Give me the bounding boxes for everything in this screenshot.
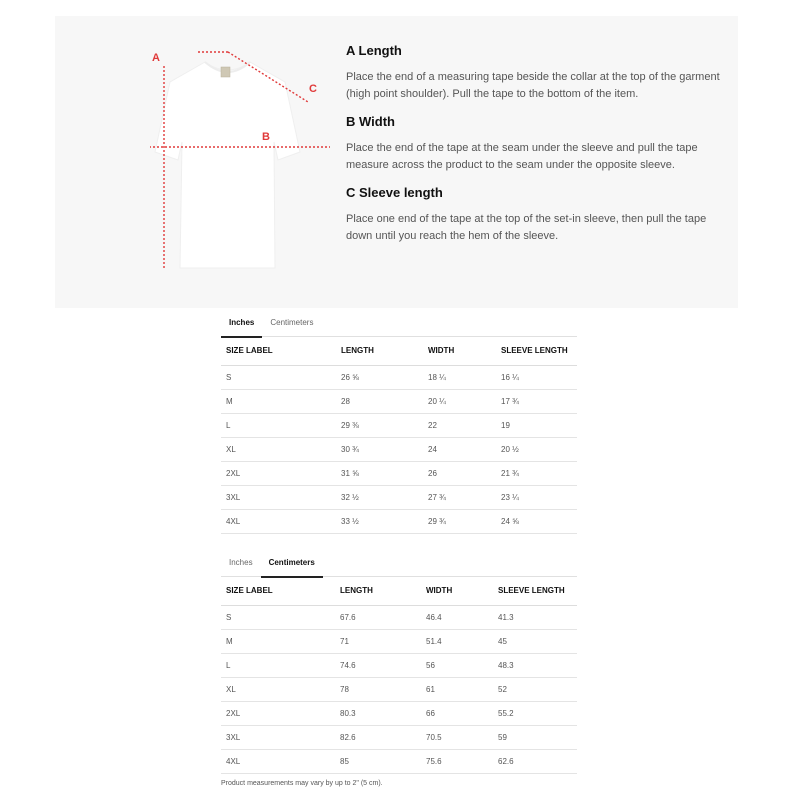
cell-length: 26 ⅝ — [336, 365, 423, 389]
guide-item-width — [346, 113, 721, 174]
cell-sleeve: 19 — [496, 413, 577, 437]
cell-sleeve: 48.3 — [493, 653, 577, 677]
table-row — [221, 749, 577, 773]
cell-sleeve: 20 ½ — [496, 437, 577, 461]
cell-width: 51.4 — [421, 629, 493, 653]
cell-sleeve: 62.6 — [493, 749, 577, 773]
cell-width: 66 — [421, 701, 493, 725]
measurement-guide-panel — [55, 16, 738, 308]
cell-sleeve: 52 — [493, 677, 577, 701]
cell-width: 27 ¾ — [423, 485, 496, 509]
cell-width: 20 ¼ — [423, 389, 496, 413]
table-row — [221, 605, 577, 629]
cell-length: 29 ⅜ — [336, 413, 423, 437]
cell-width: 61 — [421, 677, 493, 701]
table-row — [221, 677, 577, 701]
cell-width: 70.5 — [421, 725, 493, 749]
table-row — [221, 701, 577, 725]
cell-width: 18 ¼ — [423, 365, 496, 389]
cell-size: 4XL — [221, 509, 336, 533]
cell-sleeve: 16 ¼ — [496, 365, 577, 389]
cell-sleeve: 23 ¼ — [496, 485, 577, 509]
table-row — [221, 629, 577, 653]
table-row — [221, 461, 577, 485]
cell-size: XL — [221, 677, 335, 701]
table-row — [221, 653, 577, 677]
cell-size: M — [221, 389, 336, 413]
size-table-centimeters — [221, 551, 577, 774]
unit-tabs — [221, 311, 577, 337]
cell-width: 46.4 — [421, 605, 493, 629]
table-row — [221, 509, 577, 533]
size-chart-table — [221, 337, 577, 534]
cell-size: 3XL — [221, 485, 336, 509]
table-header-row — [221, 577, 577, 605]
cell-length: 74.6 — [335, 653, 421, 677]
header-length: LENGTH — [335, 577, 421, 605]
cell-size: S — [221, 365, 336, 389]
cell-length: 85 — [335, 749, 421, 773]
guide-title-width: B Width — [346, 114, 395, 129]
table-row — [221, 485, 577, 509]
header-width: WIDTH — [423, 337, 496, 365]
guide-title-sleeve: C Sleeve length — [346, 185, 443, 200]
cell-length: 82.6 — [335, 725, 421, 749]
guide-item-length — [346, 42, 721, 103]
cell-size: L — [221, 413, 336, 437]
tab-centimeters[interactable]: Centimeters — [261, 551, 323, 577]
cell-length: 30 ¾ — [336, 437, 423, 461]
cell-width: 26 — [423, 461, 496, 485]
size-chart-table — [221, 577, 577, 774]
table-row — [221, 413, 577, 437]
cell-length: 71 — [335, 629, 421, 653]
unit-tabs — [221, 551, 577, 577]
cell-size: L — [221, 653, 335, 677]
cell-width: 22 — [423, 413, 496, 437]
tab-inches[interactable]: Inches — [229, 558, 253, 567]
cell-size: XL — [221, 437, 336, 461]
cell-sleeve: 21 ¾ — [496, 461, 577, 485]
cell-sleeve: 41.3 — [493, 605, 577, 629]
cell-sleeve: 17 ¾ — [496, 389, 577, 413]
cell-length: 32 ½ — [336, 485, 423, 509]
header-size-label: SIZE LABEL — [221, 577, 335, 605]
guide-text-length: Place the end of a measuring tape beside the collar at the top of the garment (high point shoulder). Pull the tape to the bottom of the item. — [346, 71, 720, 100]
header-sleeve-length: SLEEVE LENGTH — [496, 337, 577, 365]
cell-sleeve: 59 — [493, 725, 577, 749]
measurement-disclaimer: Product measurements may vary by up to 2" (5 cm). — [221, 780, 383, 787]
guide-text-width: Place the end of the tape at the seam under the sleeve and pull the tape measure across the product to the seam under the opposite sleeve. — [346, 142, 698, 171]
table-row — [221, 725, 577, 749]
cell-width: 29 ¾ — [423, 509, 496, 533]
guide-text-sleeve: Place one end of the tape at the top of the set-in sleeve, then pull the tape down until you reach the hem of the sleeve. — [346, 213, 707, 242]
cell-length: 33 ½ — [336, 509, 423, 533]
tab-centimeters[interactable]: Centimeters — [270, 318, 314, 327]
table-row — [221, 389, 577, 413]
size-table-inches — [221, 311, 577, 534]
cell-size: 3XL — [221, 725, 335, 749]
cell-width: 24 — [423, 437, 496, 461]
label-b: B — [262, 131, 270, 143]
cell-size: S — [221, 605, 335, 629]
cell-length: 31 ⅝ — [336, 461, 423, 485]
header-sleeve-length: SLEEVE LENGTH — [493, 577, 577, 605]
cell-size: 2XL — [221, 461, 336, 485]
header-width: WIDTH — [421, 577, 493, 605]
table-row — [221, 365, 577, 389]
header-length: LENGTH — [336, 337, 423, 365]
guide-item-sleeve — [346, 184, 721, 245]
collar-tag — [221, 67, 230, 77]
cell-sleeve: 55.2 — [493, 701, 577, 725]
cell-size: 4XL — [221, 749, 335, 773]
cell-width: 56 — [421, 653, 493, 677]
table-row — [221, 437, 577, 461]
cell-sleeve: 24 ⅝ — [496, 509, 577, 533]
cell-length: 78 — [335, 677, 421, 701]
cell-width: 75.6 — [421, 749, 493, 773]
label-c: C — [309, 83, 317, 95]
tab-inches[interactable]: Inches — [221, 311, 262, 337]
tshirt-shape — [155, 62, 300, 268]
cell-sleeve: 45 — [493, 629, 577, 653]
cell-size: M — [221, 629, 335, 653]
table-header-row — [221, 337, 577, 365]
header-size-label: SIZE LABEL — [221, 337, 336, 365]
measurement-instructions — [346, 42, 721, 255]
cell-length: 67.6 — [335, 605, 421, 629]
cell-length: 28 — [336, 389, 423, 413]
label-a: A — [152, 52, 160, 64]
guide-title-length: A Length — [346, 43, 402, 58]
cell-length: 80.3 — [335, 701, 421, 725]
cell-size: 2XL — [221, 701, 335, 725]
